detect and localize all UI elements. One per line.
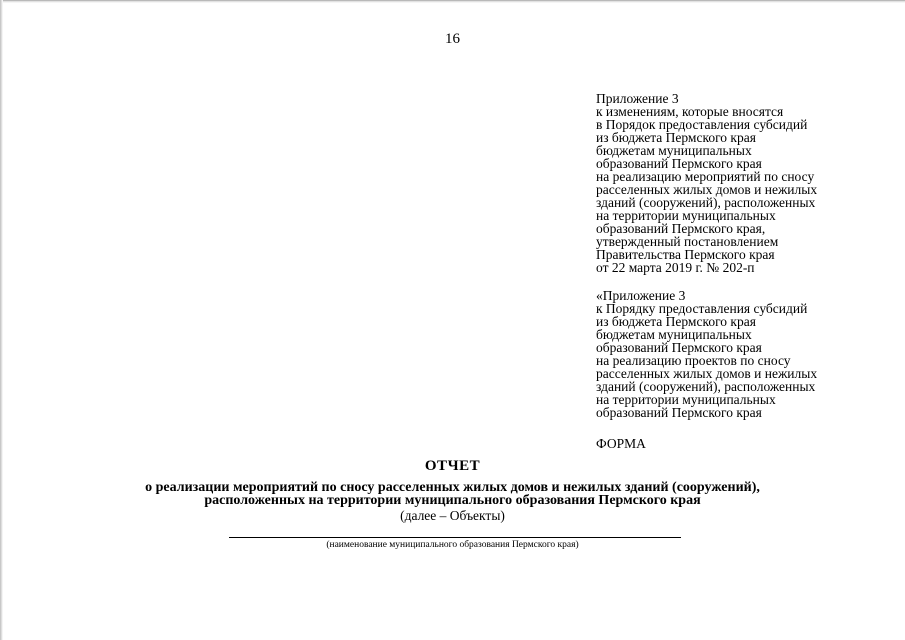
annex-line: из бюджета Пермского края <box>596 314 756 329</box>
report-subtitle <box>0 481 905 507</box>
annex-line: расселенных жилых домов и нежилых <box>596 182 818 197</box>
annex-line: к Порядку предоставления субсидий <box>596 301 808 316</box>
annex-line: Правительства Пермского края <box>596 247 775 262</box>
annex-line: на реализацию проектов по сносу <box>596 353 791 368</box>
page-number: 16 <box>445 31 460 47</box>
annex-line: «Приложение 3 <box>596 288 686 303</box>
scan-edge-top <box>0 0 905 3</box>
annex-line: от 22 марта 2019 г. № 202-п <box>596 260 755 275</box>
annex-line: бюджетам муниципальных <box>596 327 752 342</box>
annex-line: зданий (сооружений), расположенных <box>596 195 816 210</box>
annex-line: зданий (сооружений), расположенных <box>596 379 816 394</box>
annex-block-amendments <box>596 92 896 274</box>
annex-line: к изменениям, которые вносятся <box>596 104 784 119</box>
report-subtitle-line: о реализации мероприятий по сносу расселенных жилых домов и нежилых зданий (сооружений), <box>145 480 760 495</box>
annex-line: образований Пермского края <box>596 405 762 420</box>
municipality-name-fill-line <box>229 537 681 538</box>
annex-line: на территории муниципальных <box>596 392 776 407</box>
municipality-name-caption: (наименование муниципального образования Пермского края) <box>326 540 579 550</box>
report-note: (далее – Объекты) <box>400 508 505 523</box>
report-title: ОТЧЕТ <box>424 458 481 474</box>
annex-line: на территории муниципальных <box>596 208 776 223</box>
annex-line: из бюджета Пермского края <box>596 130 756 145</box>
annex-line: образований Пермского края <box>596 340 762 355</box>
form-label: ФОРМА <box>596 436 646 451</box>
annex-line: на реализацию мероприятий по сносу <box>596 169 815 184</box>
annex-line: образований Пермского края <box>596 156 762 171</box>
annex-line: образований Пермского края, <box>596 221 766 236</box>
report-subtitle-line: расположенных на территории муниципального образования Пермского края <box>204 493 701 508</box>
annex-line: расселенных жилых домов и нежилых <box>596 366 818 381</box>
annex-line: бюджетам муниципальных <box>596 143 752 158</box>
annex-line: в Порядок предоставления субсидий <box>596 117 808 132</box>
annex-block-procedure <box>596 289 896 419</box>
annex-line: утвержденный постановлением <box>596 234 779 249</box>
annex-line: Приложение 3 <box>596 91 679 106</box>
